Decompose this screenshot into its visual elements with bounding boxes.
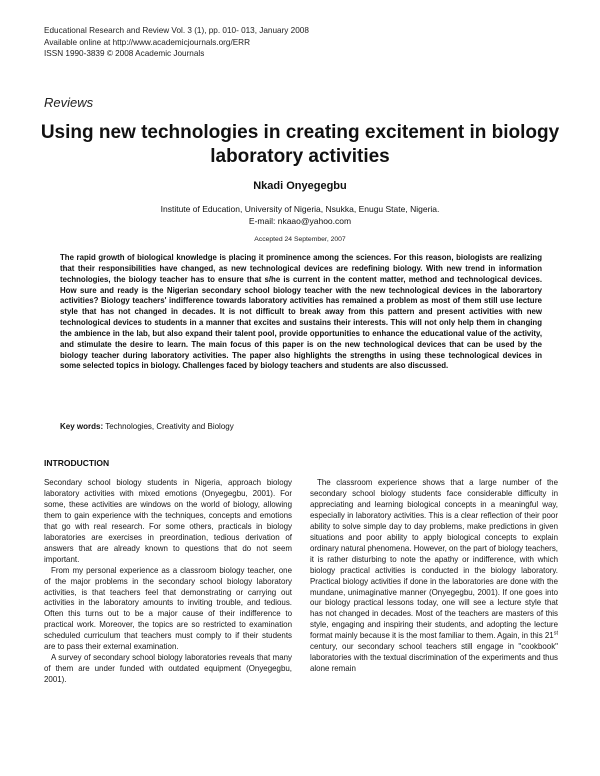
left-column [44, 478, 292, 686]
email: E-mail: nkaao@yahoo.com [248, 215, 352, 226]
body-paragraph: Secondary school biology students in Nigeria, approach biology laboratory activities with mixed emotions (Onyegegbu, 2001). For some, these activities are windows on the world of biology, allowing them to gain experience with the techniques, concepts and emotions that go with real research. For some others, practicals in biology laboratories are exercises in preordination, tedious derivation of answers that are already known to questions that do not seem important. [44, 478, 292, 564]
paragraph-text-end: century, our secondary school teachers still engage in "cookbook" laboratories with the textual discrimination of the experiments and thus alone remain [310, 642, 558, 674]
introduction-heading: INTRODUCTION [44, 458, 110, 468]
keywords-label: Key words: [60, 422, 104, 431]
journal-citation: Educational Research and Review Vol. 3 (1), pp. 010- 013, January 2008 [44, 26, 309, 35]
body-paragraph: A survey of secondary school biology laboratories reveals that many of them are under funded with outdated equipment (Onyegegbu, 2001). [44, 653, 292, 685]
paper-title: Using new technologies in creating excitement in biology laboratory activities [40, 122, 560, 167]
keywords-text: Technologies, Creativity and Biology [105, 422, 234, 431]
journal-url: Available online at http://www.academicjournals.org/ERR [44, 37, 251, 47]
journal-issn: ISSN 1990-3839 © 2008 Academic Journals [44, 49, 205, 58]
right-column [310, 478, 558, 675]
ordinal-suffix: st [553, 630, 558, 637]
body-paragraph [310, 478, 558, 675]
section-label: Reviews [44, 95, 94, 110]
affiliation: Institute of Education, University of Nigeria, Nsukka, Enugu State, Nigeria. [160, 204, 440, 214]
affiliation-block [0, 204, 600, 227]
accepted-date: Accepted 24 September, 2007 [254, 236, 346, 243]
keywords [60, 422, 234, 431]
journal-header [44, 25, 309, 60]
author-name: Nkadi Onyegegbu [253, 180, 347, 192]
abstract: The rapid growth of biological knowledge is placing it prominence among the sciences. For this reason, biologists are realizing that their responsibilities have changed, as new technological devices are redefining biology. With new trend in information technologies, the biology teacher has to ensure that s/he is current in the content matter, method and technological devices. How sure and ready is the Nigerian secondary school biology teacher with the new technological devices in the laborartory activities? Biology teachers' indifference towards laboratory activities has remained a problem as most of them still use lecture style that has not changed in decades. It is not difficult to break away from this pattern and present activities with new technological devices to students in a manner that excites and sustains their interests. This will not only help them in changing the ambience in the lab, but also expand their talent pool, provide opportunities to enhance the educational value of the activity, and stimulate the desire to learn. The main focus of this paper is on the new technological devices that can be used by the biology teacher during laboratory activities. The paper also highlights the strengths in using these technological devices in some selected topics in biology. Challenges faced by biology teachers and students are also discussed. [60, 253, 542, 371]
paragraph-text: The classroom experience shows that a large number of the secondary school biology students face considerable difficulty in appreciating and learning biological concepts in a meaningful way, especially in laboratory activities. This is a clear reflection of their poor ability to solve simple day to day problems, make predictions in given situations and poor ability to apply biological concepts to explain ordinary natural phenomena. However, on the part of biology teachers, it is rather disturbing to note the apathy or indifference, with which biology practical activities is conducted in the biology laboratory. Practical biology activities if done in the laboratories are done with the mundane, unimaginative manner (Onyegegbu, 2001). If one goes into our biology practical lessons today, one will see a lecture style that has not changed in decades. Most of the teachers are masters of this style, engaging and inspiring their students, and adopting the lecture format mainly because it is the most familiar to them. Again, in this 21 [310, 478, 558, 641]
body-paragraph: From my personal experience as a classroom biology teacher, one of the major problems in the secondary school biology laboratory activities, is that teachers feel that demonstrating or carrying out activities in the laboratory amounts to inviting trouble, and tedious. Often this turns out to be a major cause of their indifference to practical work. Moreover, the topics are so restricted to examination scheduled curriculum that teachers must comply to if their students are to pass their external examination. [44, 565, 292, 652]
